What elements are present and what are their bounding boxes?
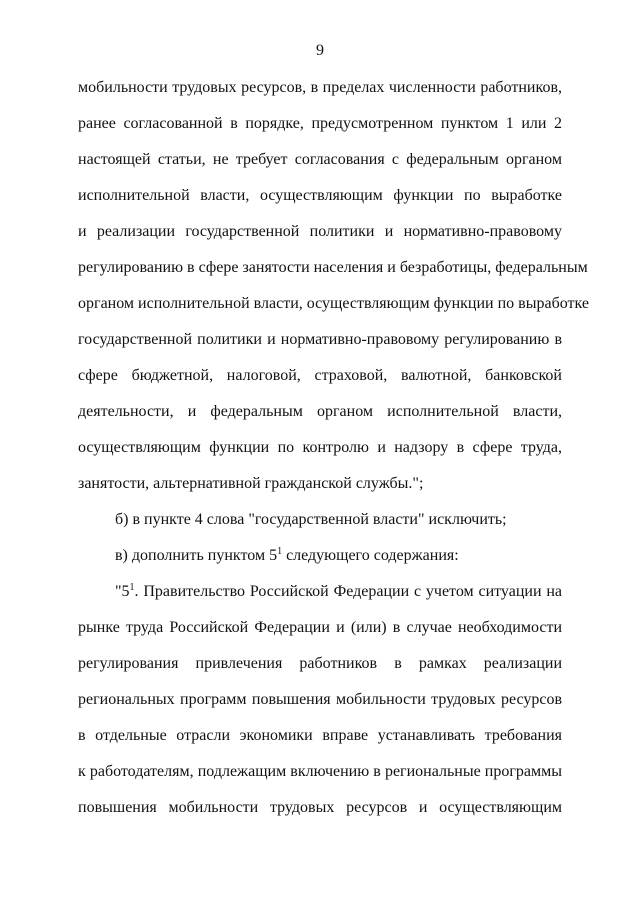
text-line: органом исполнительной власти, осуществляющим функции по выработке (78, 295, 589, 312)
paragraph-5-1-start (115, 582, 562, 602)
page-number: 9 (316, 42, 324, 59)
text-line: настоящей статьи, не требует согласования с федеральным органом (78, 151, 562, 168)
item-v-superscript: 1 (277, 546, 283, 557)
text-line: занятости, альтернативной гражданской службы."; (78, 475, 424, 492)
text-line: рынке труда Российской Федерации и (или) в случае необходимости (78, 619, 562, 636)
item-v (115, 546, 562, 566)
text-line: деятельности, и федеральным органом исполнительной власти, (78, 403, 562, 420)
item-v-text-end: следующего содержания: (282, 547, 459, 564)
text-line: регулированию в сфере занятости населения и безработицы, федеральным (78, 259, 588, 276)
item-v-text: в) дополнить пунктом 5 (115, 547, 278, 564)
text-line: осуществляющим функции по контролю и надзору в сфере труда, (78, 439, 562, 456)
text-line: и реализации государственной политики и нормативно-правовому (78, 223, 562, 240)
text-line: ранее согласованной в порядке, предусмотренном пунктом 1 или 2 (78, 115, 562, 132)
text-line: к работодателям, подлежащим включению в региональные программы (78, 763, 562, 780)
text-line: региональных программ повышения мобильности трудовых ресурсов (78, 691, 562, 708)
text-line: сфере бюджетной, налоговой, страховой, валютной, банковской (78, 367, 562, 384)
text-line: исполнительной власти, осуществляющим функции по выработке (78, 187, 562, 204)
paragraph-5-1-number: "5 (115, 583, 130, 600)
text-line: повышения мобильности трудовых ресурсов и осуществляющим (78, 799, 562, 816)
text-line: регулирования привлечения работников в рамках реализации (78, 655, 562, 672)
text-line: в отдельные отрасли экономики вправе устанавливать требования (78, 727, 562, 744)
paragraph-5-1-superscript: 1 (129, 582, 135, 593)
text-line: государственной политики и нормативно-правовому регулированию в (78, 331, 562, 348)
text-line: мобильности трудовых ресурсов, в пределах численности работников, (78, 79, 562, 96)
paragraph-5-1-text: . Правительство Российской Федерации с учетом ситуации на (134, 583, 562, 600)
item-b: б) в пункте 4 слова "государственной власти" исключить; (115, 511, 507, 528)
